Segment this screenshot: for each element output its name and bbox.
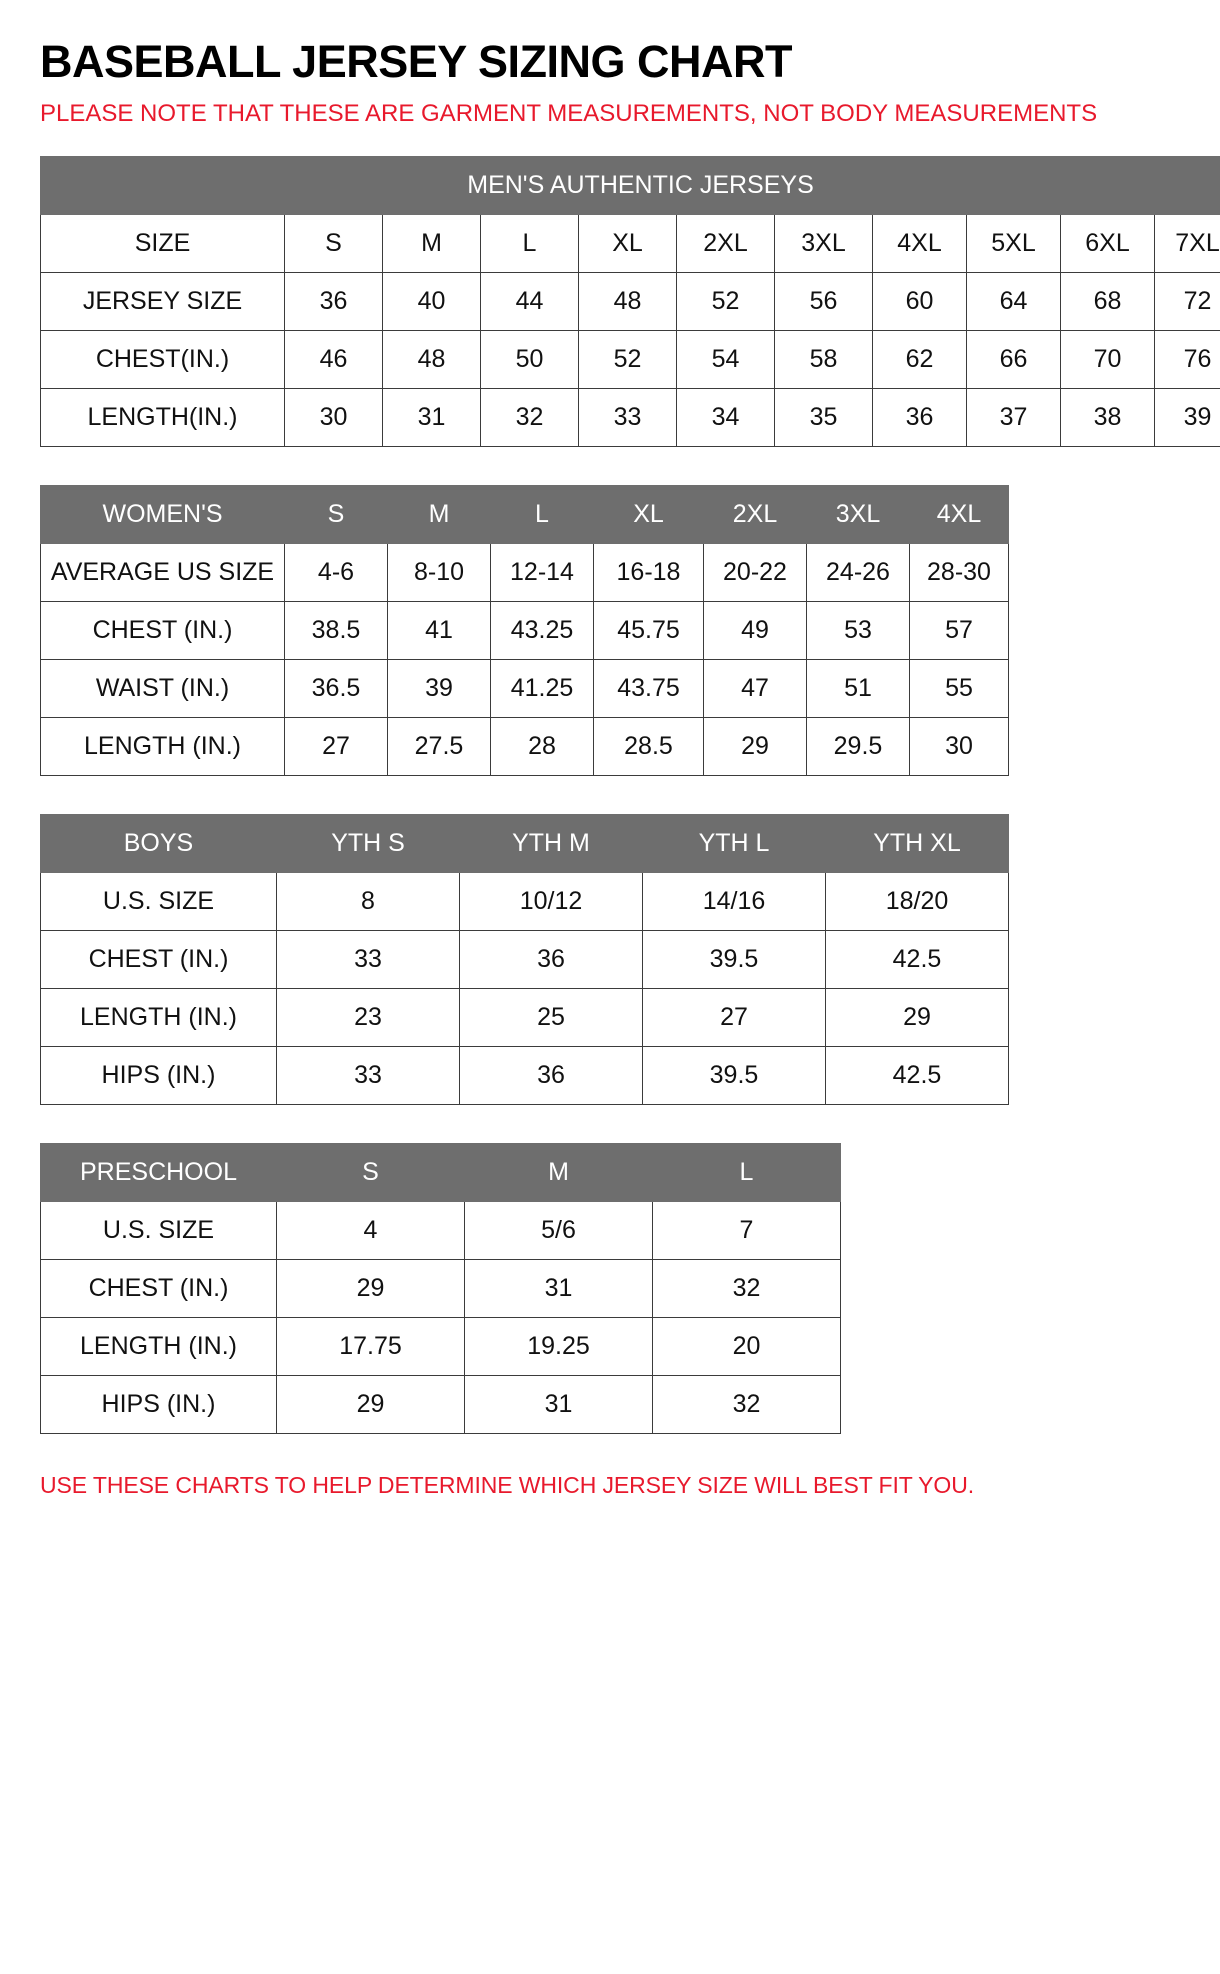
table-header-row	[41, 814, 1009, 872]
row-label: U.S. SIZE	[41, 1201, 277, 1259]
measurement-value: 12-14	[491, 543, 594, 601]
column-header: XL	[594, 485, 704, 543]
measurement-value: 36.5	[285, 659, 388, 717]
table-row	[41, 872, 1009, 930]
column-header: M	[383, 214, 481, 272]
measurement-value: 27.5	[388, 717, 491, 775]
womens-sizing-table	[40, 485, 1009, 776]
measurement-value: 8-10	[388, 543, 491, 601]
row-label: AVERAGE US SIZE	[41, 543, 285, 601]
measurement-value: 27	[643, 988, 826, 1046]
measurement-value: 60	[873, 272, 967, 330]
table-row	[41, 1317, 841, 1375]
row-label: U.S. SIZE	[41, 872, 277, 930]
measurement-value: 72	[1155, 272, 1220, 330]
measurement-value: 56	[775, 272, 873, 330]
table-banner-label: MEN'S AUTHENTIC JERSEYS	[41, 156, 1220, 214]
measurement-value: 36	[285, 272, 383, 330]
table-row	[41, 1046, 1009, 1104]
measurement-value: 28	[491, 717, 594, 775]
column-header: YTH L	[643, 814, 826, 872]
table-header-row	[41, 1143, 841, 1201]
table-header-row	[41, 214, 1220, 272]
measurement-value: 31	[465, 1375, 653, 1433]
measurement-value: 46	[285, 330, 383, 388]
footer-note: USE THESE CHARTS TO HELP DETERMINE WHICH JERSEY SIZE WILL BEST FIT YOU.	[40, 1471, 974, 1498]
measurement-value: 36	[460, 930, 643, 988]
measurement-value: 28-30	[910, 543, 1009, 601]
measurement-value: 31	[383, 388, 481, 446]
measurement-note: PLEASE NOTE THAT THESE ARE GARMENT MEASUREMENTS, NOT BODY MEASUREMENTS	[40, 100, 1098, 128]
measurement-value: 64	[967, 272, 1061, 330]
row-label: LENGTH (IN.)	[41, 988, 277, 1046]
column-header-label: SIZE	[41, 214, 285, 272]
measurement-value: 49	[704, 601, 807, 659]
table-row	[41, 388, 1220, 446]
measurement-value: 32	[481, 388, 579, 446]
measurement-value: 48	[579, 272, 677, 330]
table-row	[41, 1201, 841, 1259]
measurement-value: 17.75	[277, 1317, 465, 1375]
measurement-value: 39.5	[643, 1046, 826, 1104]
table-row	[41, 543, 1009, 601]
measurement-value: 14/16	[643, 872, 826, 930]
measurement-value: 27	[285, 717, 388, 775]
row-label: LENGTH (IN.)	[41, 717, 285, 775]
measurement-value: 42.5	[826, 1046, 1009, 1104]
measurement-value: 33	[277, 1046, 460, 1104]
column-header: 2XL	[677, 214, 775, 272]
measurement-value: 58	[775, 330, 873, 388]
measurement-value: 24-26	[807, 543, 910, 601]
measurement-value: 36	[460, 1046, 643, 1104]
measurement-value: 25	[460, 988, 643, 1046]
table-row	[41, 601, 1009, 659]
measurement-value: 41	[388, 601, 491, 659]
column-header: 3XL	[775, 214, 873, 272]
page-title: BASEBALL JERSEY SIZING CHART	[40, 36, 792, 87]
measurement-value: 31	[465, 1259, 653, 1317]
column-header: 4XL	[873, 214, 967, 272]
column-header: S	[285, 214, 383, 272]
measurement-value: 38.5	[285, 601, 388, 659]
measurement-value: 8	[277, 872, 460, 930]
column-header: 4XL	[910, 485, 1009, 543]
measurement-value: 34	[677, 388, 775, 446]
measurement-value: 53	[807, 601, 910, 659]
measurement-value: 55	[910, 659, 1009, 717]
measurement-value: 50	[481, 330, 579, 388]
measurement-value: 66	[967, 330, 1061, 388]
measurement-value: 41.25	[491, 659, 594, 717]
column-header: L	[481, 214, 579, 272]
table-row	[41, 1375, 841, 1433]
measurement-value: 16-18	[594, 543, 704, 601]
table-row	[41, 988, 1009, 1046]
measurement-value: 52	[579, 330, 677, 388]
table-row	[41, 659, 1009, 717]
measurement-value: 29.5	[807, 717, 910, 775]
measurement-value: 33	[277, 930, 460, 988]
measurement-value: 29	[826, 988, 1009, 1046]
column-header: M	[388, 485, 491, 543]
measurement-value: 35	[775, 388, 873, 446]
row-label: CHEST (IN.)	[41, 930, 277, 988]
measurement-value: 70	[1061, 330, 1155, 388]
measurement-value: 37	[967, 388, 1061, 446]
measurement-value: 76	[1155, 330, 1220, 388]
column-header: YTH M	[460, 814, 643, 872]
column-header: 3XL	[807, 485, 910, 543]
measurement-value: 32	[653, 1259, 841, 1317]
row-label: CHEST(IN.)	[41, 330, 285, 388]
measurement-value: 43.75	[594, 659, 704, 717]
measurement-value: 7	[653, 1201, 841, 1259]
measurement-value: 38	[1061, 388, 1155, 446]
row-label: WAIST (IN.)	[41, 659, 285, 717]
row-label: HIPS (IN.)	[41, 1375, 277, 1433]
column-header: 6XL	[1061, 214, 1155, 272]
row-label: LENGTH(IN.)	[41, 388, 285, 446]
measurement-value: 20-22	[704, 543, 807, 601]
measurement-value: 39	[388, 659, 491, 717]
measurement-value: 20	[653, 1317, 841, 1375]
table-row	[41, 272, 1220, 330]
measurement-value: 40	[383, 272, 481, 330]
row-label: HIPS (IN.)	[41, 1046, 277, 1104]
table-group-label: BOYS	[41, 814, 277, 872]
measurement-value: 32	[653, 1375, 841, 1433]
row-label: LENGTH (IN.)	[41, 1317, 277, 1375]
measurement-value: 29	[704, 717, 807, 775]
measurement-value: 43.25	[491, 601, 594, 659]
measurement-value: 10/12	[460, 872, 643, 930]
measurement-value: 54	[677, 330, 775, 388]
measurement-value: 30	[910, 717, 1009, 775]
measurement-value: 68	[1061, 272, 1155, 330]
column-header: S	[285, 485, 388, 543]
measurement-value: 19.25	[465, 1317, 653, 1375]
column-header: L	[491, 485, 594, 543]
measurement-value: 51	[807, 659, 910, 717]
measurement-value: 4-6	[285, 543, 388, 601]
column-header: YTH S	[277, 814, 460, 872]
column-header: 5XL	[967, 214, 1061, 272]
preschool-sizing-table	[40, 1143, 841, 1434]
measurement-value: 47	[704, 659, 807, 717]
column-header: XL	[579, 214, 677, 272]
measurement-value: 39.5	[643, 930, 826, 988]
measurement-value: 30	[285, 388, 383, 446]
measurement-value: 4	[277, 1201, 465, 1259]
column-header: YTH XL	[826, 814, 1009, 872]
column-header: L	[653, 1143, 841, 1201]
table-group-label: WOMEN'S	[41, 485, 285, 543]
boys-sizing-table	[40, 814, 1009, 1105]
table-row	[41, 1259, 841, 1317]
measurement-value: 33	[579, 388, 677, 446]
measurement-value: 36	[873, 388, 967, 446]
table-row	[41, 717, 1009, 775]
measurement-value: 48	[383, 330, 481, 388]
measurement-value: 23	[277, 988, 460, 1046]
table-row	[41, 330, 1220, 388]
measurement-value: 28.5	[594, 717, 704, 775]
table-header-row	[41, 485, 1009, 543]
row-label: CHEST (IN.)	[41, 601, 285, 659]
column-header: S	[277, 1143, 465, 1201]
measurement-value: 29	[277, 1259, 465, 1317]
measurement-value: 52	[677, 272, 775, 330]
measurement-value: 42.5	[826, 930, 1009, 988]
measurement-value: 29	[277, 1375, 465, 1433]
table-group-label: PRESCHOOL	[41, 1143, 277, 1201]
measurement-value: 39	[1155, 388, 1220, 446]
measurement-value: 5/6	[465, 1201, 653, 1259]
measurement-value: 45.75	[594, 601, 704, 659]
row-label: CHEST (IN.)	[41, 1259, 277, 1317]
row-label: JERSEY SIZE	[41, 272, 285, 330]
table-row	[41, 930, 1009, 988]
column-header: M	[465, 1143, 653, 1201]
mens-sizing-table	[40, 156, 1220, 447]
column-header: 2XL	[704, 485, 807, 543]
measurement-value: 57	[910, 601, 1009, 659]
column-header: 7XL	[1155, 214, 1220, 272]
table-banner-row	[41, 156, 1220, 214]
measurement-value: 44	[481, 272, 579, 330]
measurement-value: 62	[873, 330, 967, 388]
measurement-value: 18/20	[826, 872, 1009, 930]
